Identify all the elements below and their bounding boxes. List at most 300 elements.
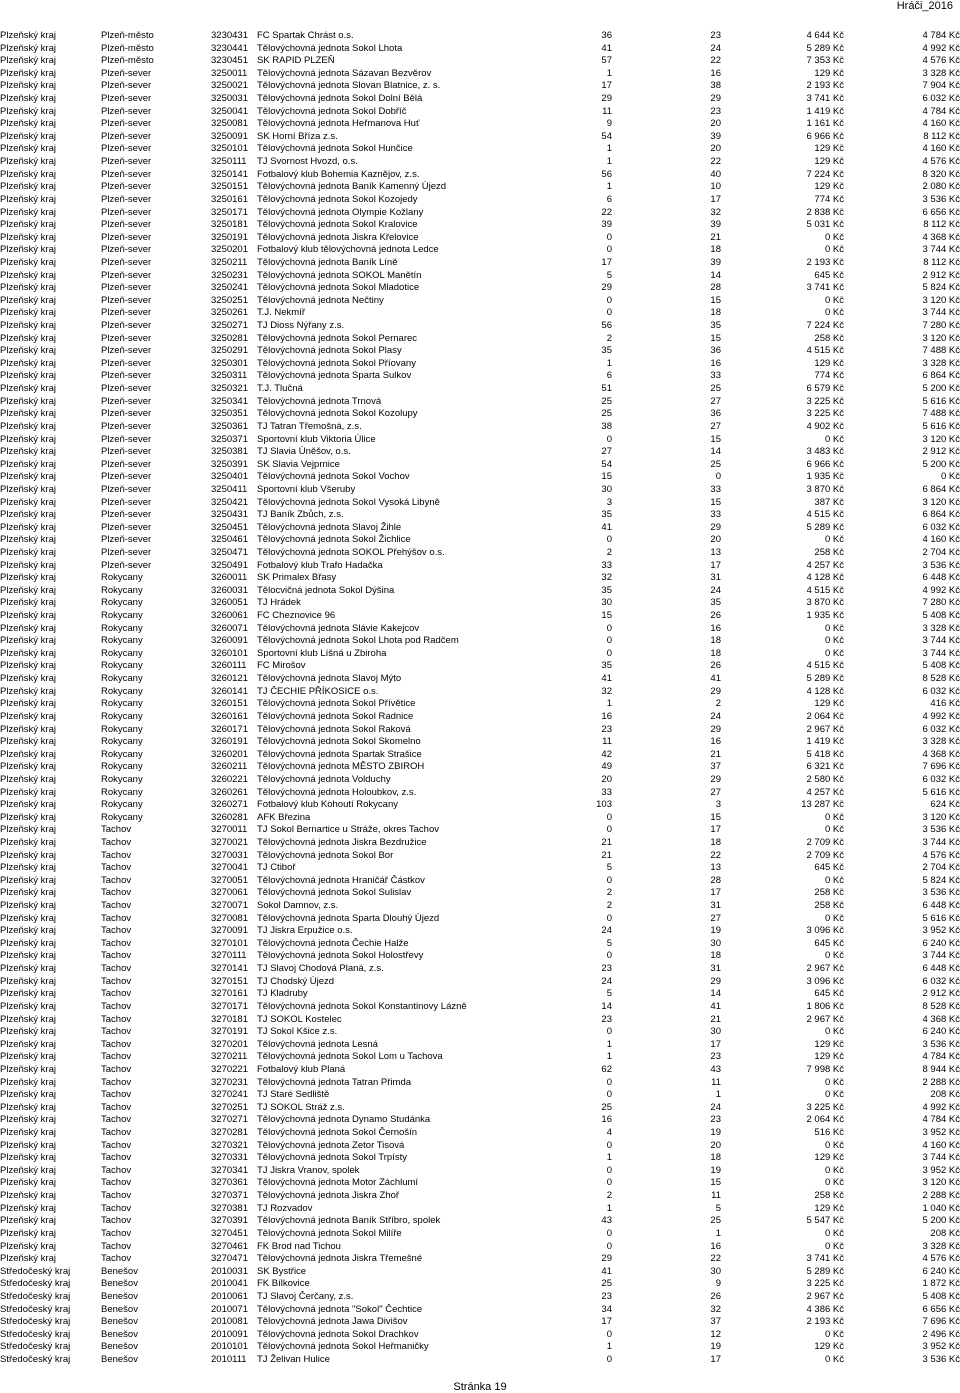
club-id-cell: 2010031 bbox=[211, 1265, 248, 1277]
count-second-cell: 12 bbox=[710, 1328, 721, 1340]
district-cell: Tachov bbox=[101, 849, 132, 861]
count-2016-cell: 0 bbox=[606, 1139, 612, 1151]
club-id-cell: 2010101 bbox=[211, 1341, 248, 1353]
club-id-cell: 3260151 bbox=[211, 698, 248, 710]
count-2016-cell: 21 bbox=[601, 837, 612, 848]
amount-second-cell: 3 328 Kč bbox=[922, 1240, 960, 1252]
region-cell: Plzeňský kraj bbox=[0, 963, 56, 975]
amount-first-cell: 2 709 Kč bbox=[806, 837, 844, 848]
district-cell: Benešov bbox=[101, 1353, 138, 1365]
region-cell: Středočeský kraj bbox=[0, 1265, 71, 1277]
amount-first-cell: 2 193 Kč bbox=[806, 256, 844, 268]
club-name-cell: Tělovýchovná jednota Sokol Plasy bbox=[257, 345, 402, 357]
count-2016-cell: 1 bbox=[606, 143, 612, 155]
amount-first-cell: 5 547 Kč bbox=[806, 1215, 844, 1227]
amount-second-cell: 4 784 Kč bbox=[922, 105, 960, 117]
amount-first-cell: 0 Kč bbox=[824, 811, 844, 823]
district-cell: Rokycany bbox=[101, 610, 143, 622]
count-second-cell: 41 bbox=[710, 673, 721, 685]
club-name-cell: Tělovýchovná jednota Sokol Dobříč bbox=[257, 105, 407, 117]
count-2016-cell: 0 bbox=[606, 1227, 612, 1239]
region-cell: Plzeňský kraj bbox=[0, 433, 56, 445]
region-cell: Plzeňský kraj bbox=[0, 42, 56, 54]
district-cell: Plzeň-sever bbox=[101, 80, 152, 92]
amount-first-cell: 7 224 Kč bbox=[806, 168, 844, 180]
amount-second-cell: 3 536 Kč bbox=[922, 193, 960, 205]
count-2016-cell: 5 bbox=[606, 269, 612, 281]
amount-second-cell: 4 368 Kč bbox=[922, 1013, 960, 1025]
region-cell: Plzeňský kraj bbox=[0, 1139, 56, 1151]
amount-first-cell: 3 225 Kč bbox=[806, 1278, 844, 1290]
count-second-cell: 31 bbox=[710, 963, 721, 975]
amount-first-cell: 3 870 Kč bbox=[806, 483, 844, 495]
count-second-cell: 18 bbox=[710, 635, 721, 647]
table-row bbox=[0, 257, 960, 270]
count-second-cell: 30 bbox=[710, 1026, 721, 1038]
amount-second-cell: 6 240 Kč bbox=[922, 1265, 960, 1277]
count-second-cell: 22 bbox=[710, 55, 721, 67]
amount-second-cell: 5 616 Kč bbox=[922, 420, 960, 432]
region-cell: Plzeňský kraj bbox=[0, 673, 56, 685]
district-cell: Tachov bbox=[101, 963, 132, 975]
count-2016-cell: 0 bbox=[606, 824, 612, 836]
count-second-cell: 15 bbox=[710, 332, 721, 344]
club-id-cell: 3230441 bbox=[211, 42, 248, 54]
count-second-cell: 17 bbox=[710, 559, 721, 571]
club-id-cell: 3250451 bbox=[211, 521, 248, 533]
table-row bbox=[0, 913, 960, 926]
count-2016-cell: 6 bbox=[606, 193, 612, 205]
table-row bbox=[0, 446, 960, 459]
club-name-cell: Tělovýchovná jednota "Sokol" Čechtice bbox=[257, 1303, 423, 1315]
table-row bbox=[0, 1329, 960, 1342]
club-id-cell: 3260261 bbox=[211, 786, 248, 798]
district-cell: Plzeň-sever bbox=[101, 559, 152, 571]
club-id-cell: 3270341 bbox=[211, 1164, 248, 1176]
table-row bbox=[0, 774, 960, 787]
count-2016-cell: 0 bbox=[606, 1026, 612, 1038]
count-2016-cell: 1 bbox=[606, 357, 612, 369]
table-row bbox=[0, 497, 960, 510]
amount-second-cell: 8 320 Kč bbox=[922, 168, 960, 180]
region-cell: Plzeňský kraj bbox=[0, 1063, 56, 1075]
amount-second-cell: 5 616 Kč bbox=[922, 395, 960, 407]
district-cell: Tachov bbox=[101, 887, 132, 899]
district-cell: Plzeň-sever bbox=[101, 93, 152, 105]
club-id-cell: 3250321 bbox=[211, 383, 248, 395]
region-cell: Plzeňský kraj bbox=[0, 420, 56, 432]
club-id-cell: 3270381 bbox=[211, 1202, 248, 1214]
club-id-cell: 3260281 bbox=[211, 811, 248, 823]
count-second-cell: 2 bbox=[715, 698, 721, 710]
district-cell: Plzeň-sever bbox=[101, 546, 152, 558]
table-row bbox=[0, 1127, 960, 1140]
district-cell: Tachov bbox=[101, 837, 132, 848]
count-second-cell: 20 bbox=[710, 118, 721, 130]
amount-first-cell: 2 064 Kč bbox=[806, 1114, 844, 1126]
amount-second-cell: 4 160 Kč bbox=[922, 534, 960, 546]
amount-second-cell: 2 912 Kč bbox=[922, 269, 960, 281]
table-row bbox=[0, 1291, 960, 1304]
region-cell: Plzeňský kraj bbox=[0, 256, 56, 268]
region-cell: Plzeňský kraj bbox=[0, 55, 56, 67]
region-cell: Plzeňský kraj bbox=[0, 824, 56, 836]
amount-second-cell: 3 328 Kč bbox=[922, 622, 960, 634]
region-cell: Plzeňský kraj bbox=[0, 950, 56, 962]
region-cell: Plzeňský kraj bbox=[0, 811, 56, 823]
region-cell: Plzeňský kraj bbox=[0, 345, 56, 357]
club-name-cell: Tělovýchovná jednota Sokol Drachkov bbox=[257, 1328, 419, 1340]
district-cell: Tachov bbox=[101, 925, 132, 937]
club-id-cell: 3270161 bbox=[211, 988, 248, 1000]
table-row bbox=[0, 875, 960, 888]
club-name-cell: Tělovýchovná jednota Sokol Kozolupy bbox=[257, 408, 418, 420]
count-2016-cell: 3 bbox=[606, 496, 612, 508]
club-id-cell: 3260141 bbox=[211, 685, 248, 697]
district-cell: Tachov bbox=[101, 1127, 132, 1139]
count-2016-cell: 11 bbox=[602, 105, 612, 117]
count-2016-cell: 17 bbox=[601, 1316, 612, 1328]
district-cell: Plzeň-sever bbox=[101, 496, 152, 508]
count-second-cell: 18 bbox=[710, 307, 721, 319]
club-name-cell: SK Primalex Břasy bbox=[257, 572, 337, 584]
region-cell: Středočeský kraj bbox=[0, 1353, 71, 1365]
club-id-cell: 3230451 bbox=[211, 55, 248, 67]
district-cell: Plzeň-sever bbox=[101, 471, 152, 483]
club-id-cell: 3250281 bbox=[211, 332, 248, 344]
table-row bbox=[0, 1077, 960, 1090]
count-2016-cell: 34 bbox=[601, 1303, 612, 1315]
count-2016-cell: 23 bbox=[601, 963, 612, 975]
count-second-cell: 19 bbox=[710, 1341, 721, 1353]
district-cell: Plzeň-sever bbox=[101, 168, 152, 180]
region-cell: Plzeňský kraj bbox=[0, 496, 56, 508]
amount-first-cell: 774 Kč bbox=[814, 193, 844, 205]
district-cell: Plzeň-sever bbox=[101, 294, 152, 306]
table-row bbox=[0, 1140, 960, 1153]
amount-first-cell: 1 419 Kč bbox=[806, 736, 844, 748]
district-cell: Plzeň-město bbox=[101, 55, 154, 67]
count-second-cell: 21 bbox=[710, 231, 721, 243]
amount-second-cell: 6 240 Kč bbox=[922, 1026, 960, 1038]
district-cell: Plzeň-sever bbox=[101, 231, 152, 243]
district-cell: Rokycany bbox=[101, 786, 143, 798]
club-id-cell: 3260061 bbox=[211, 610, 248, 622]
count-2016-cell: 36 bbox=[601, 30, 612, 41]
club-name-cell: TJ Slavoj Chodová Planá, z.s. bbox=[257, 963, 384, 975]
region-cell: Plzeňský kraj bbox=[0, 572, 56, 584]
region-cell: Plzeňský kraj bbox=[0, 471, 56, 483]
table-row bbox=[0, 572, 960, 585]
region-cell: Plzeňský kraj bbox=[0, 509, 56, 521]
club-id-cell: 3260111 bbox=[211, 660, 247, 672]
club-name-cell: Tělovýchovná jednota Čechie Halže bbox=[257, 937, 409, 949]
club-name-cell: Tělovýchovná jednota Sokol Kralovice bbox=[257, 219, 418, 231]
district-cell: Plzeň-sever bbox=[101, 483, 152, 495]
amount-second-cell: 8 944 Kč bbox=[922, 1063, 960, 1075]
club-name-cell: TJ Tatran Třemošná, z.s. bbox=[257, 420, 362, 432]
club-name-cell: T.J. Tlučná bbox=[257, 383, 303, 395]
club-id-cell: 3270051 bbox=[211, 874, 248, 886]
count-second-cell: 33 bbox=[710, 370, 721, 382]
amount-first-cell: 2 193 Kč bbox=[806, 80, 844, 92]
count-2016-cell: 103 bbox=[596, 799, 612, 811]
table-row bbox=[0, 118, 960, 131]
club-name-cell: Tělovýchovná jednota Sokol Vysoká Libyně bbox=[257, 496, 440, 508]
region-cell: Plzeňský kraj bbox=[0, 1164, 56, 1176]
amount-second-cell: 3 328 Kč bbox=[922, 357, 960, 369]
count-second-cell: 11 bbox=[711, 1190, 721, 1202]
region-cell: Plzeňský kraj bbox=[0, 1190, 56, 1202]
region-cell: Plzeňský kraj bbox=[0, 1051, 56, 1063]
count-2016-cell: 1 bbox=[606, 698, 612, 710]
club-id-cell: 3270021 bbox=[211, 837, 248, 848]
club-id-cell: 3250021 bbox=[211, 80, 248, 92]
table-row bbox=[0, 1014, 960, 1027]
amount-first-cell: 0 Kč bbox=[824, 307, 844, 319]
amount-first-cell: 0 Kč bbox=[824, 912, 844, 924]
amount-second-cell: 6 864 Kč bbox=[922, 370, 960, 382]
amount-first-cell: 3 741 Kč bbox=[806, 282, 844, 294]
count-second-cell: 22 bbox=[710, 1253, 721, 1265]
club-id-cell: 3270091 bbox=[211, 925, 248, 937]
amount-second-cell: 4 368 Kč bbox=[922, 748, 960, 760]
district-cell: Rokycany bbox=[101, 622, 143, 634]
amount-second-cell: 5 616 Kč bbox=[922, 912, 960, 924]
count-2016-cell: 0 bbox=[606, 635, 612, 647]
club-id-cell: 3250211 bbox=[211, 256, 248, 268]
count-2016-cell: 23 bbox=[601, 1290, 612, 1302]
club-name-cell: Tělovýchovná jednota Sokol Dolní Bělá bbox=[257, 93, 423, 105]
table-row bbox=[0, 1001, 960, 1014]
amount-second-cell: 8 528 Kč bbox=[922, 673, 960, 685]
amount-first-cell: 5 289 Kč bbox=[806, 673, 844, 685]
amount-second-cell: 3 536 Kč bbox=[922, 559, 960, 571]
table-row bbox=[0, 963, 960, 976]
count-2016-cell: 0 bbox=[606, 1177, 612, 1189]
amount-second-cell: 3 120 Kč bbox=[922, 433, 960, 445]
district-cell: Tachov bbox=[101, 1051, 132, 1063]
club-id-cell: 3270321 bbox=[211, 1139, 248, 1151]
amount-second-cell: 3 744 Kč bbox=[922, 950, 960, 962]
club-name-cell: Tělovýchovná jednota Sparta Sulkov bbox=[257, 370, 412, 382]
count-2016-cell: 41 bbox=[601, 521, 612, 533]
district-cell: Plzeň-sever bbox=[101, 521, 152, 533]
count-2016-cell: 0 bbox=[606, 647, 612, 659]
district-cell: Plzeň-sever bbox=[101, 420, 152, 432]
district-cell: Tachov bbox=[101, 1177, 132, 1189]
club-name-cell: TJ Staré Sedliště bbox=[257, 1089, 330, 1101]
district-cell: Plzeň-sever bbox=[101, 509, 152, 521]
players-table bbox=[0, 30, 960, 1367]
amount-second-cell: 2 704 Kč bbox=[922, 546, 960, 558]
table-row bbox=[0, 244, 960, 257]
region-cell: Plzeňský kraj bbox=[0, 635, 56, 647]
amount-second-cell: 3 952 Kč bbox=[922, 1164, 960, 1176]
amount-second-cell: 8 112 Kč bbox=[923, 130, 960, 142]
amount-second-cell: 6 864 Kč bbox=[922, 509, 960, 521]
amount-first-cell: 0 Kč bbox=[824, 1353, 844, 1365]
amount-first-cell: 2 967 Kč bbox=[806, 1290, 844, 1302]
club-name-cell: Fotbalový klub Trafo Hadačka bbox=[257, 559, 383, 571]
region-cell: Středočeský kraj bbox=[0, 1341, 71, 1353]
club-name-cell: Tělovýchovná jednota Sokol Přívětice bbox=[257, 698, 416, 710]
club-name-cell: Tělovýchovná jednota Jiskra Třemešné bbox=[257, 1253, 423, 1265]
table-row bbox=[0, 648, 960, 661]
count-second-cell: 19 bbox=[710, 1164, 721, 1176]
table-row bbox=[0, 80, 960, 93]
region-cell: Plzeňský kraj bbox=[0, 1101, 56, 1113]
club-id-cell: 3250421 bbox=[211, 496, 248, 508]
amount-second-cell: 2 912 Kč bbox=[922, 446, 960, 458]
amount-first-cell: 3 225 Kč bbox=[806, 408, 844, 420]
amount-first-cell: 0 Kč bbox=[824, 1076, 844, 1088]
count-second-cell: 32 bbox=[710, 206, 721, 218]
table-row bbox=[0, 320, 960, 333]
amount-second-cell: 3 120 Kč bbox=[922, 294, 960, 306]
club-name-cell: Tělovýchovná jednota Nečtiny bbox=[257, 294, 384, 306]
club-id-cell: 3270271 bbox=[211, 1114, 248, 1126]
count-2016-cell: 35 bbox=[601, 660, 612, 672]
amount-first-cell: 2 967 Kč bbox=[806, 1013, 844, 1025]
count-2016-cell: 2 bbox=[606, 546, 612, 558]
district-cell: Rokycany bbox=[101, 723, 143, 735]
table-row bbox=[0, 1165, 960, 1178]
count-2016-cell: 32 bbox=[601, 685, 612, 697]
amount-second-cell: 4 160 Kč bbox=[922, 143, 960, 155]
count-2016-cell: 49 bbox=[601, 761, 612, 773]
amount-second-cell: 6 240 Kč bbox=[922, 937, 960, 949]
region-cell: Plzeňský kraj bbox=[0, 1215, 56, 1227]
amount-second-cell: 4 992 Kč bbox=[922, 710, 960, 722]
table-row bbox=[0, 724, 960, 737]
amount-first-cell: 258 Kč bbox=[814, 546, 844, 558]
count-2016-cell: 42 bbox=[601, 748, 612, 760]
region-cell: Plzeňský kraj bbox=[0, 93, 56, 105]
district-cell: Tachov bbox=[101, 950, 132, 962]
region-cell: Plzeňský kraj bbox=[0, 1114, 56, 1126]
club-name-cell: Tělovýchovná jednota Jawa Divišov bbox=[257, 1316, 408, 1328]
count-2016-cell: 33 bbox=[601, 559, 612, 571]
region-cell: Plzeňský kraj bbox=[0, 193, 56, 205]
count-second-cell: 37 bbox=[710, 1316, 721, 1328]
district-cell: Plzeň-sever bbox=[101, 143, 152, 155]
club-name-cell: AFK Březina bbox=[257, 811, 311, 823]
club-id-cell: 2010071 bbox=[211, 1303, 248, 1315]
club-name-cell: TJ SOKOL Kostelec bbox=[257, 1013, 342, 1025]
amount-second-cell: 2 080 Kč bbox=[922, 181, 960, 193]
club-id-cell: 3250031 bbox=[211, 93, 248, 105]
region-cell: Plzeňský kraj bbox=[0, 105, 56, 117]
amount-second-cell: 6 032 Kč bbox=[922, 773, 960, 785]
district-cell: Tachov bbox=[101, 988, 132, 1000]
club-id-cell: 3270151 bbox=[211, 975, 248, 987]
amount-first-cell: 3 225 Kč bbox=[806, 395, 844, 407]
table-row bbox=[0, 181, 960, 194]
amount-first-cell: 5 289 Kč bbox=[806, 42, 844, 54]
count-2016-cell: 22 bbox=[601, 206, 612, 218]
district-cell: Rokycany bbox=[101, 685, 143, 697]
count-second-cell: 37 bbox=[710, 761, 721, 773]
club-id-cell: 3250181 bbox=[211, 219, 248, 231]
club-id-cell: 3250341 bbox=[211, 395, 248, 407]
amount-first-cell: 4 644 Kč bbox=[806, 30, 844, 41]
amount-first-cell: 0 Kč bbox=[824, 950, 844, 962]
amount-first-cell: 258 Kč bbox=[814, 332, 844, 344]
amount-second-cell: 3 744 Kč bbox=[922, 635, 960, 647]
amount-second-cell: 2 496 Kč bbox=[922, 1328, 960, 1340]
table-row bbox=[0, 610, 960, 623]
table-row bbox=[0, 673, 960, 686]
count-2016-cell: 51 bbox=[601, 383, 612, 395]
count-second-cell: 29 bbox=[710, 723, 721, 735]
district-cell: Plzeň-sever bbox=[101, 193, 152, 205]
amount-first-cell: 2 838 Kč bbox=[806, 206, 844, 218]
count-second-cell: 36 bbox=[710, 345, 721, 357]
club-id-cell: 3260171 bbox=[211, 723, 248, 735]
club-id-cell: 3250301 bbox=[211, 357, 248, 369]
count-second-cell: 16 bbox=[710, 736, 721, 748]
club-id-cell: 3260101 bbox=[211, 647, 248, 659]
count-2016-cell: 30 bbox=[601, 483, 612, 495]
table-row bbox=[0, 547, 960, 560]
table-row bbox=[0, 824, 960, 837]
district-cell: Plzeň-sever bbox=[101, 269, 152, 281]
region-cell: Plzeňský kraj bbox=[0, 622, 56, 634]
table-row bbox=[0, 1266, 960, 1279]
amount-first-cell: 0 Kč bbox=[824, 1089, 844, 1101]
count-2016-cell: 38 bbox=[601, 420, 612, 432]
amount-second-cell: 4 576 Kč bbox=[922, 156, 960, 168]
count-2016-cell: 25 bbox=[601, 1278, 612, 1290]
table-row bbox=[0, 1152, 960, 1165]
count-2016-cell: 29 bbox=[601, 282, 612, 294]
count-2016-cell: 9 bbox=[606, 118, 612, 130]
district-cell: Tachov bbox=[101, 1038, 132, 1050]
club-name-cell: Tělovýchovná jednota Volduchy bbox=[257, 773, 391, 785]
amount-first-cell: 0 Kč bbox=[824, 1177, 844, 1189]
club-name-cell: Tělovýchovná jednota Sokol Černošín bbox=[257, 1127, 418, 1139]
club-name-cell: TJ ČECHIE PŘÍKOSICE o.s. bbox=[257, 685, 379, 697]
count-2016-cell: 56 bbox=[601, 320, 612, 332]
region-cell: Plzeňský kraj bbox=[0, 143, 56, 155]
club-id-cell: 3270031 bbox=[211, 849, 248, 861]
district-cell: Tachov bbox=[101, 975, 132, 987]
table-row bbox=[0, 1341, 960, 1354]
region-cell: Plzeňský kraj bbox=[0, 912, 56, 924]
amount-second-cell: 4 368 Kč bbox=[922, 231, 960, 243]
count-2016-cell: 62 bbox=[601, 1063, 612, 1075]
count-second-cell: 20 bbox=[710, 1139, 721, 1151]
amount-first-cell: 5 418 Kč bbox=[806, 748, 844, 760]
count-second-cell: 21 bbox=[710, 1013, 721, 1025]
count-second-cell: 18 bbox=[710, 1152, 721, 1164]
club-id-cell: 3250231 bbox=[211, 269, 248, 281]
region-cell: Plzeňský kraj bbox=[0, 773, 56, 785]
district-cell: Tachov bbox=[101, 1227, 132, 1239]
count-second-cell: 18 bbox=[710, 647, 721, 659]
club-name-cell: FC Cheznovice 96 bbox=[257, 610, 336, 622]
amount-first-cell: 5 031 Kč bbox=[806, 219, 844, 231]
amount-second-cell: 624 Kč bbox=[930, 799, 960, 811]
amount-first-cell: 0 Kč bbox=[824, 1227, 844, 1239]
club-name-cell: Tělovýchovná jednota Dynamo Studánka bbox=[257, 1114, 431, 1126]
club-name-cell: Tělovýchovná jednota Sokol Kozojedy bbox=[257, 193, 418, 205]
district-cell: Plzeň-sever bbox=[101, 408, 152, 420]
table-row bbox=[0, 1190, 960, 1203]
count-second-cell: 21 bbox=[710, 748, 721, 760]
club-name-cell: Tělovýchovná jednota Sokol Radnice bbox=[257, 710, 414, 722]
